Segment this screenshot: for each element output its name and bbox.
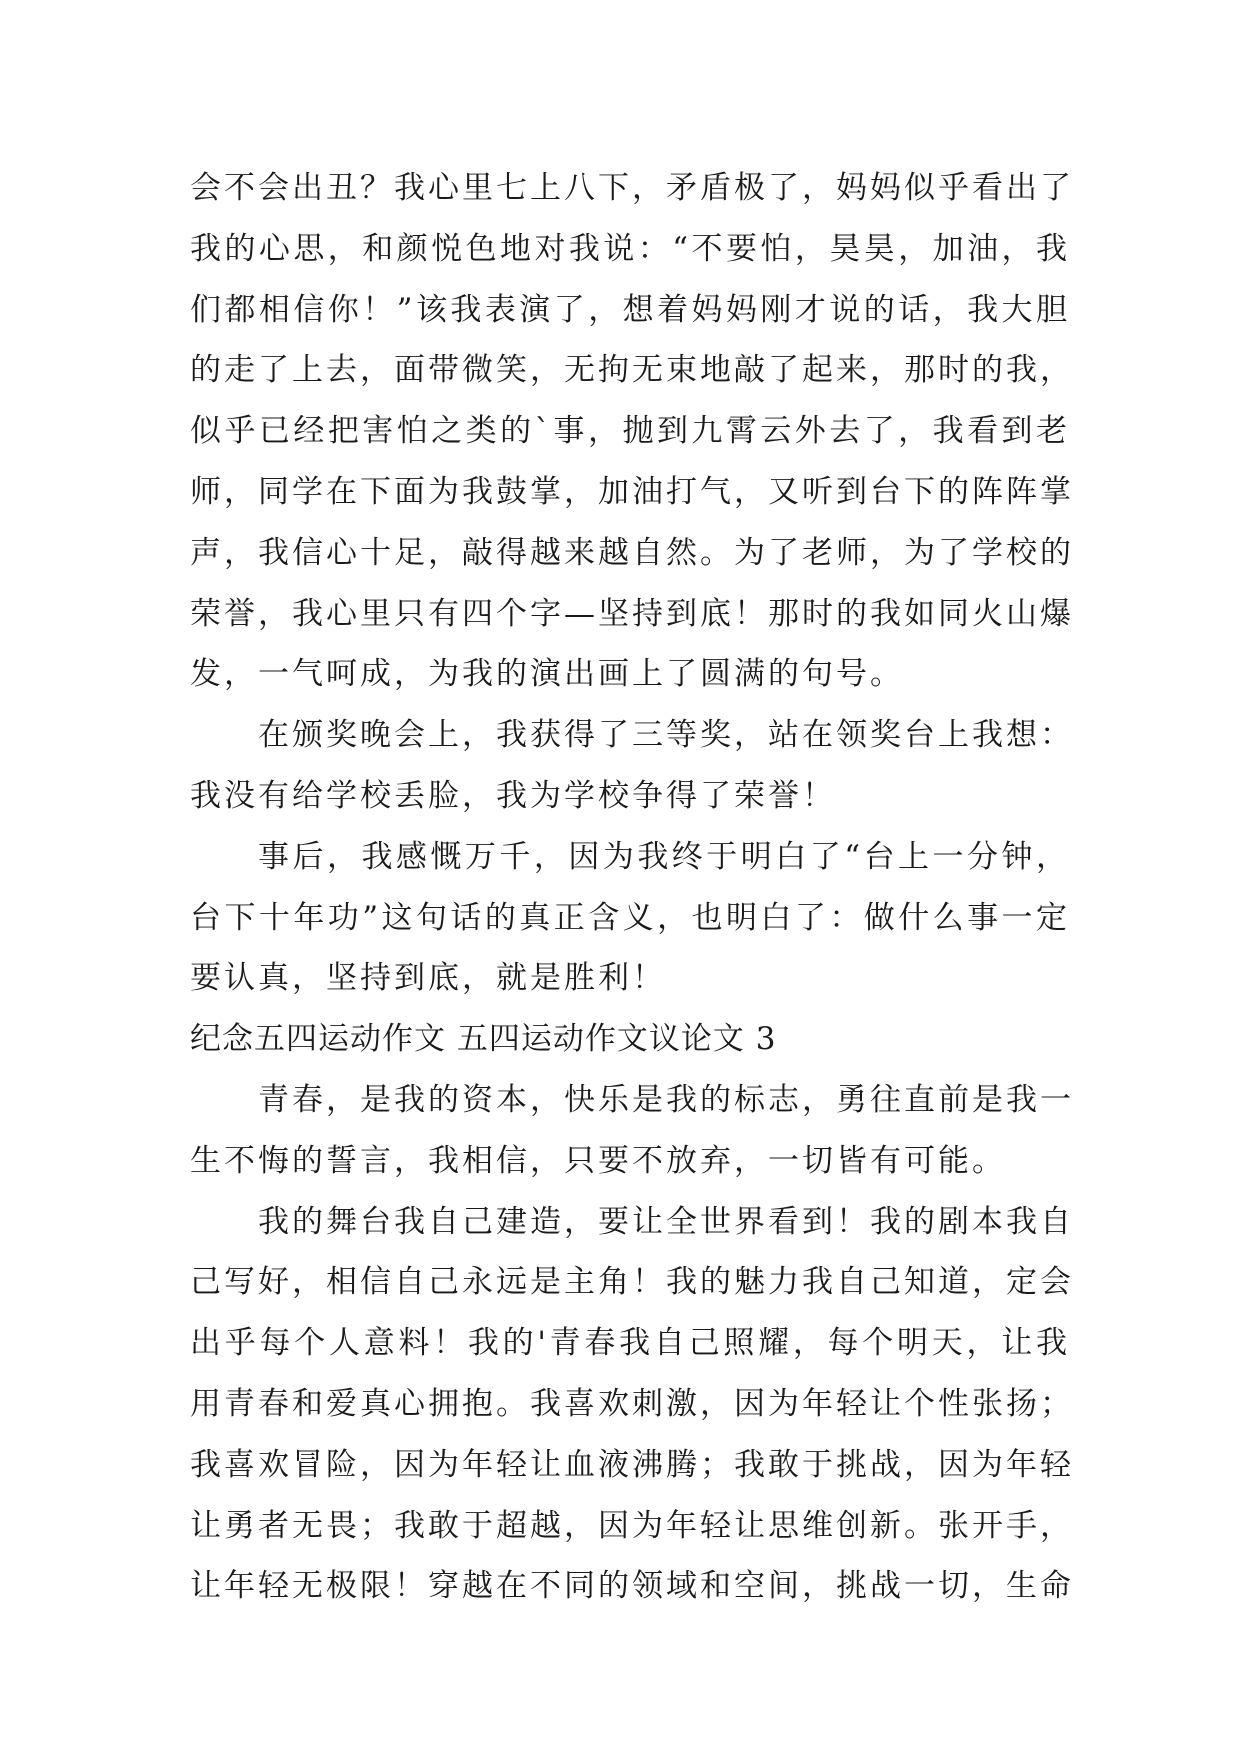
paragraph-first-line: 事后，我感慨万千，因为我终于明白了“台上一分钟，: [258, 838, 1070, 875]
text-line: 我喜欢冒险，因为年轻让血液沸腾；我敢于挑战，因为年轻: [190, 1446, 1074, 1483]
text-line: 我没有给学校丢脸，我为学校争得了荣誉！: [190, 777, 836, 814]
text-line: 似乎已经把害怕之类的`事，抛到九霄云外去了，我看到老: [190, 413, 1070, 450]
text-line: 台下十年功”这句话的真正含义，也明白了：做什么事一定: [190, 899, 1070, 936]
text-line: 出乎每个人意料！我的'青春我自己照耀，每个明天，让我: [190, 1325, 1070, 1362]
paragraph-first-line: 在颁奖晚会上，我获得了三等奖，站在领奖台上我想：: [258, 717, 1074, 754]
text-line: 师，同学在下面为我鼓掌，加油打气，又听到台下的阵阵掌: [190, 473, 1074, 510]
text-line: 会不会出丑？我心里七上八下，矛盾极了，妈妈似乎看出了: [190, 170, 1074, 206]
document-body: [190, 158, 1074, 1617]
paragraph-first-line: 青春，是我的资本，快乐是我的标志，勇往直前是我一: [258, 1081, 1074, 1118]
text-line: 们都相信你！”该我表演了，想着妈妈刚才说的话，我大胆: [190, 291, 1070, 328]
text-line: 己写好，相信自己永远是主角！我的魅力我自己知道，定会: [190, 1264, 1074, 1301]
text-line: 要认真，坚持到底，就是胜利！: [190, 960, 666, 997]
text-line: 生不悔的誓言，我相信，只要不放弃，一切皆有可能。: [190, 1142, 1006, 1179]
text-line: 声，我信心十足，敲得越来越自然。为了老师，为了学校的: [190, 534, 1074, 571]
text-line: 让年轻无极限！穿越在不同的领域和空间，挑战一切，生命: [190, 1568, 1074, 1605]
paragraph-first-line: 我的舞台我自己建造，要让全世界看到！我的剧本我自: [258, 1203, 1074, 1240]
text-line: 发，一气呵成，为我的演出画上了圆满的句号。: [190, 656, 904, 693]
text-line: 用青春和爱真心拥抱。我喜欢刺激，因为年轻让个性张扬；: [190, 1385, 1074, 1422]
text-line: 的走了上去，面带微笑，无拘无束地敲了起来，那时的我，: [190, 352, 1074, 389]
text-line: 荣誉，我心里只有四个字—坚持到底！那时的我如同火山爆: [190, 595, 1074, 632]
text-line: 我的心思，和颜悦色地对我说：“不要怕，昊昊，加油，我: [190, 230, 1070, 267]
section-heading: 纪念五四运动作文 五四运动作文议论文 3: [190, 1021, 777, 1058]
text-line: 让勇者无畏；我敢于超越，因为年轻让思维创新。张开手，: [190, 1507, 1074, 1544]
